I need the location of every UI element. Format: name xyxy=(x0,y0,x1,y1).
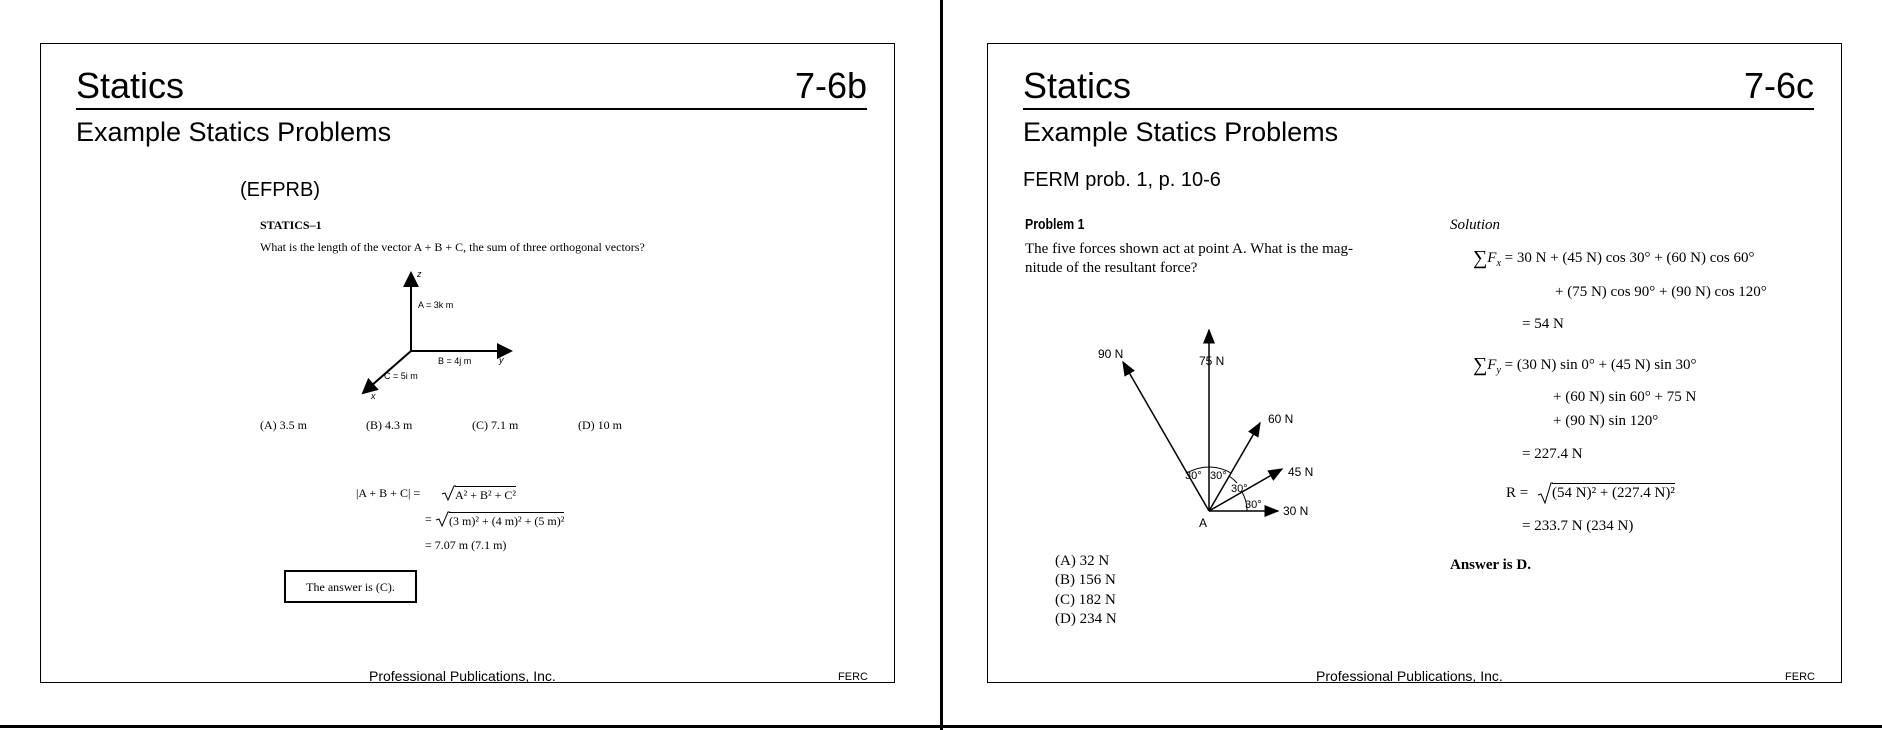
force-30n-label: 30 N xyxy=(1283,504,1309,518)
option-b: (B) 4.3 m xyxy=(366,418,413,432)
problem-heading: Problem 1 xyxy=(1025,216,1085,233)
slide-title: Statics xyxy=(76,65,185,106)
angle-label-30-45: 30° xyxy=(1245,499,1262,511)
fy-result: = 227.4 N xyxy=(1522,446,1583,462)
option-c: (C) 7.1 m xyxy=(472,418,519,432)
problem-reference: FERM prob. 1, p. 10-6 xyxy=(1023,169,1221,191)
force-90n-arrow xyxy=(1123,362,1209,511)
resultant-lhs: R = xyxy=(1506,485,1529,501)
bottom-rule xyxy=(0,725,1882,728)
answer-box xyxy=(284,570,417,603)
angle-label-60-75: 30° xyxy=(1210,470,1227,482)
problem-text-line2: nitude of the resultant force? xyxy=(1025,260,1198,276)
fy-equation-line2: + (60 N) sin 60° + 75 N xyxy=(1553,389,1697,405)
fy-equation-line3: + (90 N) sin 120° xyxy=(1553,413,1659,429)
option-c: (C) 182 N xyxy=(1055,592,1116,608)
sqrt-sign-1 xyxy=(441,485,456,501)
fy-terms: = (30 N) sin 0° + (45 N) sin 30° xyxy=(1500,357,1697,373)
sum-sign: ∑ xyxy=(1473,247,1488,269)
fy-equation-line1: $\sum F_y = (30$ N) sin 0° + (45 N) sin 30° xyxy=(1473,354,1697,376)
angle-label-75-90: 30° xyxy=(1185,470,1202,482)
fx-terms: = 30 N + (45 N) cos 30° + (60 N) cos 60° xyxy=(1500,250,1755,266)
fy-symbol: F xyxy=(1487,357,1497,373)
sqrt-sign-resultant xyxy=(1537,482,1553,504)
option-d: (D) 10 m xyxy=(578,418,622,432)
solution-radicand-2: (3 m)² + (4 m)² + (5 m)² xyxy=(449,514,565,528)
solution-label: Solution xyxy=(1450,217,1501,233)
force-60n-arrow xyxy=(1209,423,1260,511)
answer-text: Answer is D. xyxy=(1450,557,1531,573)
solution-lhs: |A + B + C| = xyxy=(356,486,421,500)
vector-diagram xyxy=(351,269,551,404)
sum-sign: ∑ xyxy=(1473,354,1488,376)
force-diagram xyxy=(1078,296,1318,536)
vector-c-label: C = 5i m xyxy=(384,371,418,381)
angle-label-45-60: 30° xyxy=(1231,483,1248,495)
slide-subtitle: Example Statics Problems xyxy=(1023,117,1339,147)
option-a: (A) 3.5 m xyxy=(260,418,307,432)
vector-b-label: B = 4j m xyxy=(438,356,472,366)
fx-result: = 54 N xyxy=(1522,316,1564,332)
x-axis-label: x xyxy=(371,391,376,401)
solution-eq-2: = xyxy=(425,512,432,526)
fx-equation-line2: + (75 N) cos 90° + (90 N) cos 120° xyxy=(1555,284,1767,300)
point-a-label: A xyxy=(1199,516,1208,530)
slide-number: 7-6c xyxy=(1743,65,1814,106)
vector-a-label: A = 3k m xyxy=(418,300,454,310)
fx-symbol: F xyxy=(1487,250,1497,266)
problem-question: What is the length of the vector A + B + C, the sum of three orthogonal vectors? xyxy=(260,240,645,254)
option-d: (D) 234 N xyxy=(1055,611,1117,627)
force-90n-label: 90 N xyxy=(1098,347,1124,361)
force-75n-label: 75 N xyxy=(1199,354,1225,368)
footer-publisher: Professional Publications, Inc. xyxy=(369,668,556,684)
z-axis-label: z xyxy=(417,269,422,279)
title-rule xyxy=(1023,108,1814,110)
option-a: (A) 32 N xyxy=(1055,553,1110,569)
y-axis-label: y xyxy=(499,355,504,365)
slide-divider xyxy=(940,0,943,730)
force-45n-label: 45 N xyxy=(1288,465,1314,479)
title-rule xyxy=(76,108,867,110)
solution-result: = 7.07 m (7.1 m) xyxy=(425,538,507,552)
option-b: (B) 156 N xyxy=(1055,572,1116,588)
angle-arc-45-60 xyxy=(1229,476,1237,483)
footer-code: FERC xyxy=(1785,671,1815,683)
problem-text-line1: The five forces shown act at point A. What is the mag- xyxy=(1025,241,1353,257)
sqrt-sign-2 xyxy=(435,511,450,527)
slide-subtitle: Example Statics Problems xyxy=(76,117,392,147)
slide-title: Statics xyxy=(1023,65,1132,106)
source-tag: (EFPRB) xyxy=(240,179,320,201)
problem-id: STATICS–1 xyxy=(260,218,322,232)
slide-7-6c xyxy=(987,43,1842,683)
solution-radicand-1: A² + B² + C² xyxy=(455,488,517,502)
resultant-result: = 233.7 N (234 N) xyxy=(1522,518,1634,534)
footer-publisher: Professional Publications, Inc. xyxy=(1316,668,1503,684)
slide-number: 7-6b xyxy=(794,65,867,106)
force-60n-label: 60 N xyxy=(1268,412,1294,426)
footer-code: FERC xyxy=(838,671,868,683)
answer-text: The answer is (C). xyxy=(306,580,395,594)
slide-7-6b xyxy=(40,43,895,683)
resultant-radicand: (54 N)² + (227.4 N)² xyxy=(1552,485,1675,501)
fx-equation-line1: $\sum F_x = 30$ N + (45 N) cos 30° + (60 N) cos 60° xyxy=(1473,247,1755,269)
